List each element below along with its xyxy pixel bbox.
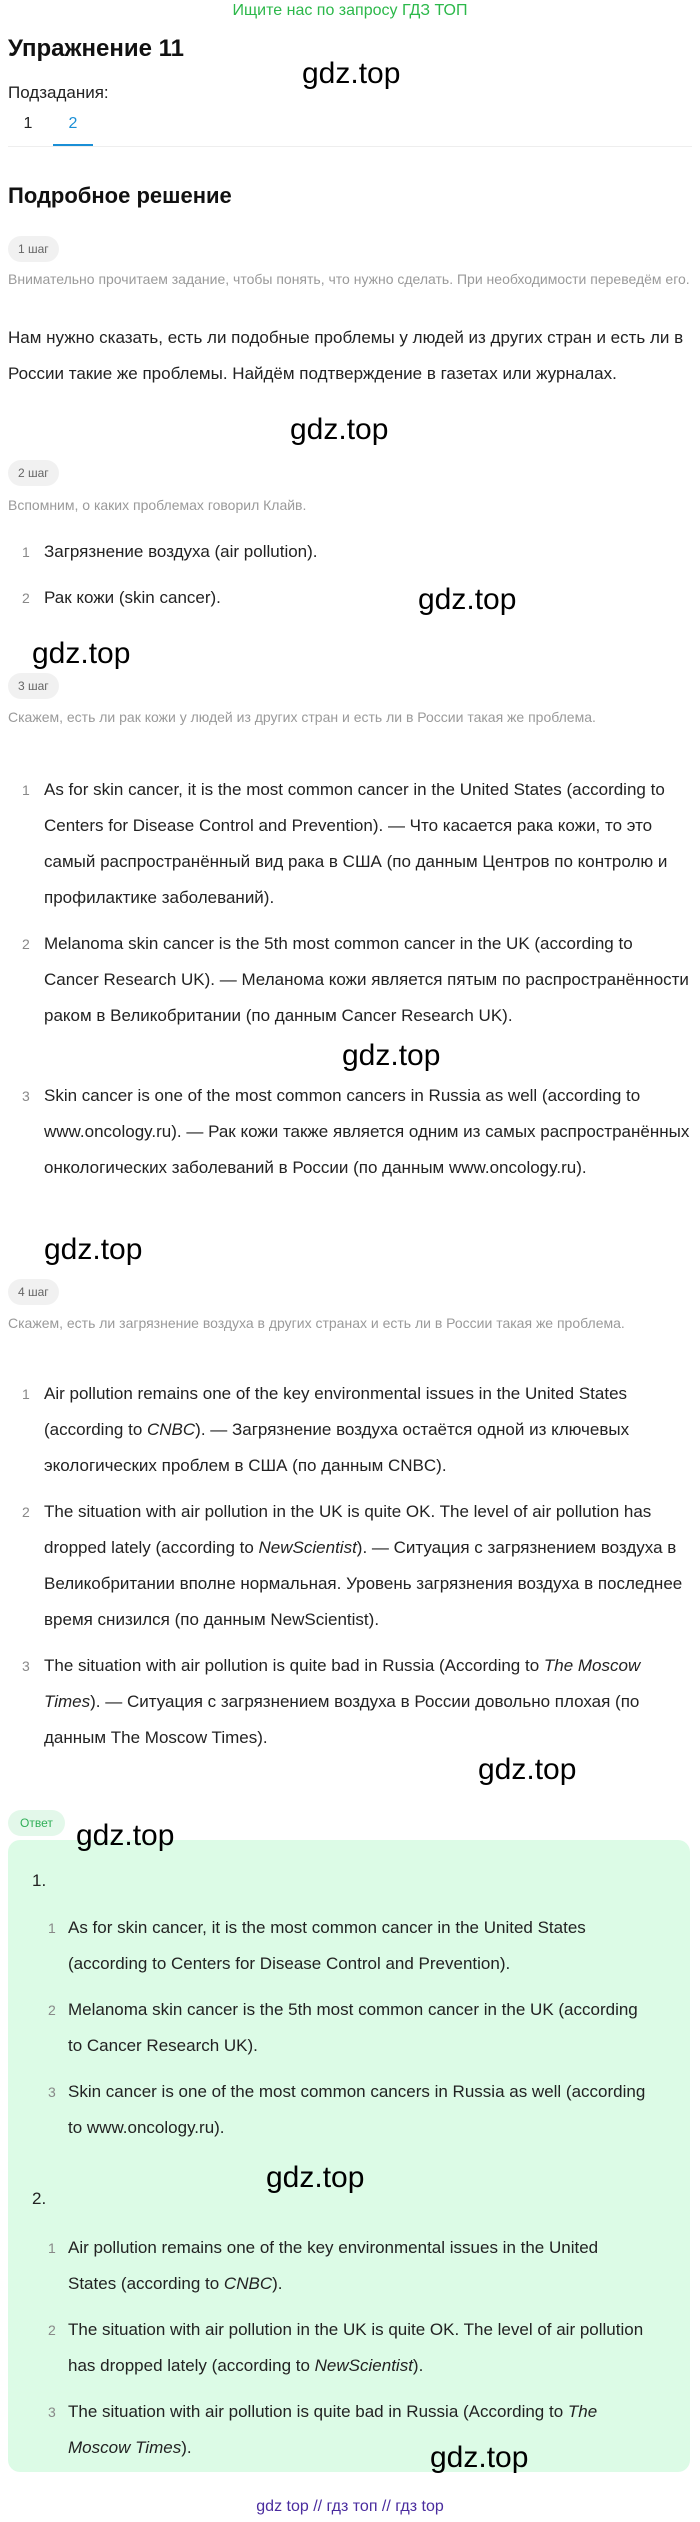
subtask-tabs <box>8 110 688 146</box>
list-item-text: Загрязнение воздуха (air pollution). <box>44 542 318 561</box>
section-title: Подробное решение <box>8 183 232 208</box>
watermark: gdz.top <box>302 57 401 90</box>
step-hint: Скажем, есть ли рак кожи у людей из других стран и есть ли в России такая же проблема. <box>8 709 596 725</box>
list-item-text: Melanoma skin cancer is the 5th most common cancer in the UK (according to Cancer Research UK). — Меланома кожи является пятым по распространённости раком в Великобритании (по данным Cancer Research UK). <box>44 934 689 1025</box>
step-hint: Вспомним, о каких проблемах говорил Клайв. <box>8 497 307 513</box>
list-item-number: 1 <box>48 1920 56 1936</box>
list-item-number: 2 <box>22 590 30 606</box>
list-item-number: 1 <box>22 544 30 560</box>
list-item-number: 1 <box>48 2240 56 2256</box>
list-item-number: 3 <box>22 1088 30 1104</box>
list-item-number: 2 <box>48 2322 56 2338</box>
list-item-text: The situation with air pollution in the UK is quite OK. The level of air pollution has dropped lately (according to NewScientist). <box>68 2320 644 2375</box>
list-item-number: 2 <box>48 2002 56 2018</box>
list-item-number: 3 <box>22 1658 30 1674</box>
answer-box <box>8 1840 690 2472</box>
tab-subtask-2[interactable]: 2 <box>53 110 93 146</box>
step-hint: Скажем, есть ли загрязнение воздуха в других странах и есть ли в России такая же проблема. <box>8 1315 625 1331</box>
list-item-number: 2 <box>22 1504 30 1520</box>
list-item-text: Air pollution remains one of the key environmental issues in the United States (according to CNBC). — Загрязнение воздуха остаётся одной из ключевых экологических проблем в США (по данным CNBC). <box>44 1384 630 1475</box>
list-item-number: 1 <box>22 1386 30 1402</box>
list-item-number: 3 <box>48 2084 56 2100</box>
step-badge: 1 шаг <box>8 236 59 262</box>
watermark: gdz.top <box>290 413 389 446</box>
list-item-text: Skin cancer is one of the most common cancers in Russia as well (according to www.oncology.ru). — Рак кожи также является одним из самых распространённых онкологических заболеваний в России (по данным www.oncology.ru). <box>44 1086 690 1177</box>
step-hint: Внимательно прочитаем задание, чтобы понять, что нужно сделать. При необходимости переведём его. <box>8 271 690 287</box>
list-item-text: Melanoma skin cancer is the 5th most common cancer in the UK (according to Cancer Research UK). <box>68 2000 638 2055</box>
answer-group-label: 2. <box>32 2189 47 2208</box>
step-badge: 2 шаг <box>8 460 59 486</box>
list-item-number: 1 <box>22 782 30 798</box>
step-badge: 4 шаг <box>8 1279 59 1305</box>
list-item-text: The situation with air pollution is quite bad in Russia (According to The Moscow Times). <box>68 2402 598 2457</box>
list-item-number: 2 <box>22 936 30 952</box>
list-item-text: As for skin cancer, it is the most common cancer in the United States (according to Centers for Disease Control and Prevention). <box>68 1918 586 1973</box>
watermark: gdz.top <box>32 637 131 670</box>
watermark: gdz.top <box>478 1753 577 1786</box>
page-title: Упражнение 11 <box>8 35 185 62</box>
list-item-text: As for skin cancer, it is the most common cancer in the United States (according to Centers for Disease Control and Prevention). — Что касается рака кожи, то это самый распространённый вид рака в США (по данным Центров по контролю и профилактике заболеваний). <box>44 780 668 907</box>
tab-subtask-1[interactable]: 1 <box>23 115 33 132</box>
list-item-text: The situation with air pollution is quite bad in Russia (According to The Moscow Times). — Ситуация с загрязнением воздуха в России довольно плохая (по данным The Moscow Times). <box>44 1656 641 1747</box>
watermark: gdz.top <box>266 2161 365 2194</box>
watermark: gdz.top <box>44 1233 143 1266</box>
list-item-text: Рак кожи (skin cancer). <box>44 588 221 607</box>
list-item-text: Skin cancer is one of the most common cancers in Russia as well (according to www.oncology.ru). <box>68 2082 646 2137</box>
top-banner: Ищите нас по запросу ГДЗ ТОП <box>232 2 468 19</box>
tabs-divider <box>8 146 692 147</box>
watermark: gdz.top <box>418 583 517 616</box>
watermark: gdz.top <box>342 1039 441 1072</box>
list-item-number: 3 <box>48 2404 56 2420</box>
watermark: gdz.top <box>76 1819 175 1852</box>
answer-group-label: 1. <box>32 1871 47 1890</box>
watermark: gdz.top <box>430 2441 529 2474</box>
answer-badge: Ответ <box>8 1810 65 1836</box>
step-badge: 3 шаг <box>8 673 59 699</box>
list-item-text: Air pollution remains one of the key environmental issues in the United States (according to CNBC). <box>68 2238 599 2293</box>
list-item-text: The situation with air pollution in the UK is quite OK. The level of air pollution has dropped lately (according to NewScientist). — Ситуация с загрязнением воздуха в Великобритании вполне нормальная. Уровень загрязнения воздуха в последнее время снизился (по данным NewScientist). <box>44 1502 683 1629</box>
subtasks-label: Подзадания: <box>8 83 109 102</box>
footer-links: gdz top // гдз топ // гдз top <box>256 2498 444 2515</box>
step-text: Нам нужно сказать, есть ли подобные проблемы у людей из других стран и есть ли в России такие же проблемы. Найдём подтверждение в газетах или журналах. <box>8 328 684 383</box>
